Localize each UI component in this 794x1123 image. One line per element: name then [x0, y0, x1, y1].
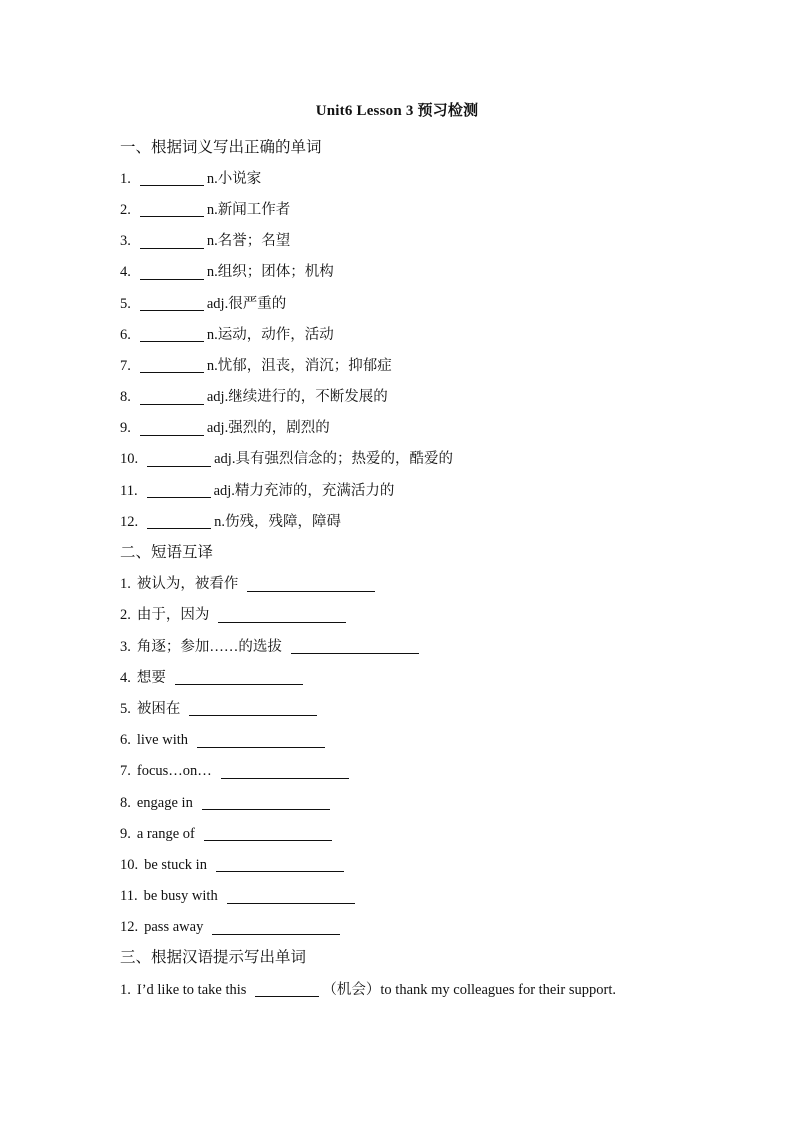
answer-blank[interactable]	[255, 982, 319, 997]
vocab-item: 3. n.名誉；名望	[120, 233, 291, 250]
phrase-item: 1. 被认为，被看作	[120, 569, 720, 600]
answer-blank[interactable]	[291, 639, 419, 654]
answer-blank[interactable]	[175, 670, 303, 685]
vocab-item: 6. n.运动，动作，活动	[120, 326, 334, 343]
answer-blank[interactable]	[189, 701, 317, 716]
answer-blank[interactable]	[140, 234, 204, 249]
phrase-item: 5. 被困在	[120, 693, 720, 724]
answer-blank[interactable]	[216, 857, 344, 872]
vocab-item: 2. n.新闻工作者	[120, 201, 291, 218]
answer-blank[interactable]	[140, 390, 204, 405]
answer-blank[interactable]	[140, 358, 204, 373]
vocab-item: 8. adj.继续进行的，不断发展的	[120, 389, 388, 406]
vocab-item: 12. n.伤残，残障，障碍	[120, 513, 341, 530]
answer-blank[interactable]	[140, 421, 204, 436]
phrase-item: 7. focus…on…	[120, 756, 720, 787]
section2-heading: 二、短语互译	[120, 544, 214, 562]
vocab-item: 7. n.忧郁，沮丧，消沉；抑郁症	[120, 357, 392, 374]
answer-blank[interactable]	[140, 202, 204, 217]
answer-blank[interactable]	[140, 171, 204, 186]
answer-blank[interactable]	[218, 608, 346, 623]
phrase-item: 4. 想要	[120, 662, 720, 693]
answer-blank[interactable]	[140, 296, 204, 311]
vocab-item: 10. adj.具有强烈信念的；热爱的，酷爱的	[120, 451, 453, 468]
phrase-item: 10. be stuck in	[120, 849, 720, 880]
answer-blank[interactable]	[202, 795, 330, 810]
vocab-item: 4. n.组织；团体；机构	[120, 264, 334, 281]
answer-blank[interactable]	[204, 826, 332, 841]
phrase-item: 2. 由于，因为	[120, 600, 720, 631]
vocab-item: 5. adj.很严重的	[120, 295, 287, 312]
answer-blank[interactable]	[147, 514, 211, 529]
section3-heading: 三、根据汉语提示写出单词	[120, 949, 307, 967]
section1-heading: 一、根据词义写出正确的单词	[120, 138, 322, 156]
page-title: Unit6 Lesson 3 预习检测	[315, 103, 479, 119]
sentence-item: 1. I’d like to take this （机会） to thank my colleagues for their support.	[120, 981, 616, 998]
phrase-item: 12. pass away	[120, 912, 720, 943]
phrase-item: 8. engage in	[120, 787, 720, 818]
vocab-item: 9. adj.强烈的，剧烈的	[120, 420, 330, 437]
answer-blank[interactable]	[197, 733, 325, 748]
answer-blank[interactable]	[221, 764, 349, 779]
phrase-item: 11. be busy with	[120, 881, 720, 912]
worksheet-content	[120, 132, 720, 1005]
answer-blank[interactable]	[140, 327, 204, 342]
answer-blank[interactable]	[147, 483, 211, 498]
vocab-item: 11. adj.精力充沛的，充满活力的	[120, 482, 395, 499]
answer-blank[interactable]	[247, 577, 375, 592]
answer-blank[interactable]	[212, 920, 340, 935]
answer-blank[interactable]	[227, 889, 355, 904]
phrase-item: 3. 角逐；参加……的选拔	[120, 631, 720, 662]
answer-blank[interactable]	[147, 452, 211, 467]
answer-blank[interactable]	[140, 265, 204, 280]
vocab-item: 1. n.小说家	[120, 170, 262, 187]
phrase-item: 9. a range of	[120, 818, 720, 849]
phrase-item: 6. live with	[120, 725, 720, 756]
